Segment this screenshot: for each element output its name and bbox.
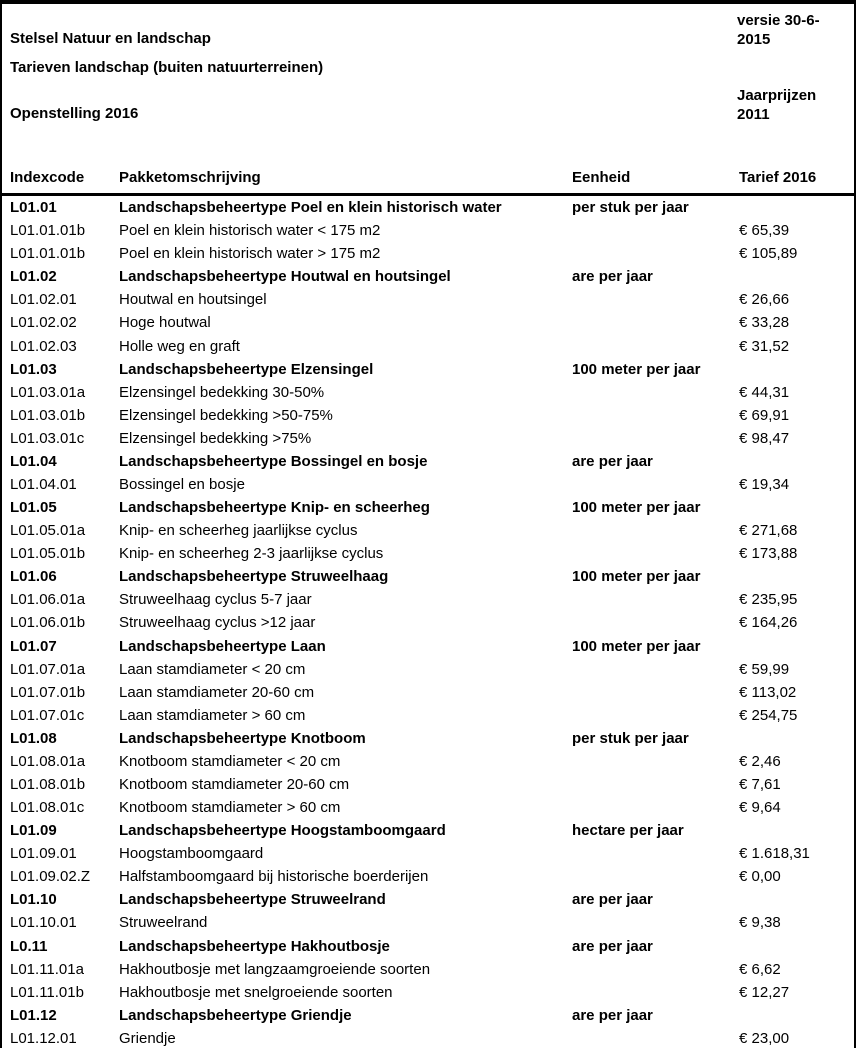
table-row <box>2 658 854 681</box>
table-row-section <box>2 496 854 519</box>
cell-indexcode: L01.12.01 <box>10 1029 77 1047</box>
cell-description: Halfstamboomgaard bij historische boerderijen <box>119 868 429 886</box>
cell-description: Hoge houtwal <box>119 314 211 332</box>
table-row <box>2 773 854 796</box>
table-row <box>2 588 854 611</box>
cell-description: Landschapsbeheertype Knip- en scheerheg <box>119 499 430 517</box>
cell-description: Landschapsbeheertype Elzensingel <box>119 360 374 378</box>
cell-indexcode: L01.01.01b <box>10 245 86 263</box>
table-row <box>2 311 854 334</box>
cell-eenheid: 100 meter per jaar <box>572 360 701 378</box>
cell-tarief: € 69,91 <box>739 406 790 424</box>
cell-tarief: € 1.618,31 <box>739 845 810 863</box>
cell-indexcode: L01.08.01b <box>10 775 86 793</box>
cell-tarief: € 0,00 <box>739 868 781 886</box>
table-row-section <box>2 1004 854 1027</box>
cell-tarief: € 7,61 <box>739 775 781 793</box>
cell-indexcode: L0.11 <box>10 937 48 955</box>
cell-indexcode: L01.08.01a <box>10 752 86 770</box>
cell-eenheid: are per jaar <box>572 937 653 955</box>
cell-indexcode: L01.02.02 <box>10 314 77 332</box>
cell-description: Struweelhaag cyclus 5-7 jaar <box>119 591 312 609</box>
cell-description: Landschapsbeheertype Poel en klein historisch water <box>119 199 502 217</box>
cell-description: Knotboom stamdiameter 20-60 cm <box>119 775 350 793</box>
table-row <box>2 611 854 634</box>
cell-tarief: € 164,26 <box>739 614 798 632</box>
cell-indexcode: L01.04.01 <box>10 475 77 493</box>
table-row-section <box>2 565 854 588</box>
table-row <box>2 473 854 496</box>
cell-indexcode: L01.12 <box>10 1006 57 1024</box>
cell-indexcode: L01.03 <box>10 360 57 378</box>
cell-description: Landschapsbeheertype Struweelhaag <box>119 568 389 586</box>
cell-indexcode: L01.11.01a <box>10 960 84 978</box>
column-header-pakketomschrijving: Pakketomschrijving <box>119 169 261 186</box>
cell-eenheid: are per jaar <box>572 1006 653 1024</box>
table-row <box>2 704 854 727</box>
table-row <box>2 519 854 542</box>
table-row-section <box>2 634 854 657</box>
cell-tarief: € 6,62 <box>739 960 781 978</box>
cell-description: Struweelhaag cyclus >12 jaar <box>119 614 316 632</box>
table-column-headers <box>2 169 854 186</box>
cell-tarief: € 65,39 <box>739 222 790 240</box>
cell-description: Laan stamdiameter > 60 cm <box>119 706 306 724</box>
cell-indexcode: L01.06.01a <box>10 591 86 609</box>
cell-indexcode: L01.07.01c <box>10 706 85 724</box>
cell-eenheid: 100 meter per jaar <box>572 568 701 586</box>
table-body <box>2 196 854 1048</box>
table-row <box>2 911 854 934</box>
cell-description: Landschapsbeheertype Laan <box>119 637 326 655</box>
cell-indexcode: L01.02.01 <box>10 291 77 309</box>
document-subtitle: Tarieven landschap (buiten natuurterreinen) <box>10 59 324 76</box>
cell-tarief: € 9,64 <box>739 799 781 817</box>
table-row <box>2 865 854 888</box>
table-row-section <box>2 265 854 288</box>
cell-tarief: € 173,88 <box>739 545 798 563</box>
cell-description: Bossingel en bosje <box>119 475 245 493</box>
cell-description: Elzensingel bedekking >75% <box>119 429 312 447</box>
cell-indexcode: L01.09.02.Z <box>10 868 91 886</box>
cell-tarief: € 235,95 <box>739 591 798 609</box>
cell-description: Landschapsbeheertype Hoogstamboomgaard <box>119 822 446 840</box>
table-row <box>2 427 854 450</box>
table-row <box>2 288 854 311</box>
cell-indexcode: L01.09 <box>10 822 57 840</box>
table-row-section <box>2 819 854 842</box>
cell-indexcode: L01.06.01b <box>10 614 86 632</box>
cell-tarief: € 33,28 <box>739 314 790 332</box>
cell-description: Elzensingel bedekking 30-50% <box>119 383 325 401</box>
table-row <box>2 796 854 819</box>
openstelling-label: Openstelling 2016 <box>10 105 139 122</box>
table-row-section <box>2 450 854 473</box>
cell-tarief: € 44,31 <box>739 383 790 401</box>
cell-indexcode: L01.05.01b <box>10 545 86 563</box>
cell-description: Holle weg en graft <box>119 337 240 355</box>
table-row <box>2 981 854 1004</box>
table-row <box>2 750 854 773</box>
table-row <box>2 958 854 981</box>
cell-eenheid: are per jaar <box>572 452 653 470</box>
cell-tarief: € 254,75 <box>739 706 798 724</box>
cell-indexcode: L01.08 <box>10 729 57 747</box>
cell-description: Landschapsbeheertype Struweelrand <box>119 891 386 909</box>
cell-eenheid: are per jaar <box>572 268 653 286</box>
cell-indexcode: L01.06 <box>10 568 57 586</box>
cell-indexcode: L01.07 <box>10 637 57 655</box>
cell-indexcode: L01.02.03 <box>10 337 77 355</box>
cell-indexcode: L01.05 <box>10 499 57 517</box>
table-row-section <box>2 727 854 750</box>
cell-description: Struweelrand <box>119 914 208 932</box>
cell-tarief: € 12,27 <box>739 983 790 1001</box>
cell-description: Landschapsbeheertype Hakhoutbosje <box>119 937 390 955</box>
column-header-eenheid: Eenheid <box>572 169 631 186</box>
cell-indexcode: L01.01.01b <box>10 222 86 240</box>
table-row <box>2 334 854 357</box>
cell-eenheid: 100 meter per jaar <box>572 637 701 655</box>
cell-description: Houtwal en houtsingel <box>119 291 267 309</box>
cell-eenheid: per stuk per jaar <box>572 199 689 217</box>
cell-tarief: € 98,47 <box>739 429 790 447</box>
cell-description: Knip- en scheerheg 2-3 jaarlijkse cyclus <box>119 545 384 563</box>
cell-tarief: € 9,38 <box>739 914 781 932</box>
cell-description: Hakhoutbosje met langzaamgroeiende soorten <box>119 960 431 978</box>
cell-description: Poel en klein historisch water > 175 m2 <box>119 245 381 263</box>
cell-description: Poel en klein historisch water < 175 m2 <box>119 222 381 240</box>
cell-tarief: € 105,89 <box>739 245 798 263</box>
cell-description: Laan stamdiameter < 20 cm <box>119 660 306 678</box>
table-row-section <box>2 196 854 219</box>
cell-description: Landschapsbeheertype Knotboom <box>119 729 366 747</box>
cell-eenheid: are per jaar <box>572 891 653 909</box>
cell-description: Landschapsbeheertype Houtwal en houtsingel <box>119 268 451 286</box>
table-row-section <box>2 358 854 381</box>
cell-indexcode: L01.08.01c <box>10 799 85 817</box>
cell-indexcode: L01.05.01a <box>10 522 86 540</box>
cell-indexcode: L01.04 <box>10 452 57 470</box>
cell-description: Laan stamdiameter 20-60 cm <box>119 683 315 701</box>
cell-tarief: € 26,66 <box>739 291 790 309</box>
cell-indexcode: L01.03.01b <box>10 406 86 424</box>
cell-tarief: € 113,02 <box>739 683 797 701</box>
cell-indexcode: L01.10.01 <box>10 914 77 932</box>
cell-eenheid: per stuk per jaar <box>572 729 689 747</box>
table-row <box>2 381 854 404</box>
cell-tarief: € 31,52 <box>739 337 790 355</box>
table-row <box>2 1027 854 1048</box>
cell-tarief: € 2,46 <box>739 752 781 770</box>
cell-indexcode: L01.07.01a <box>10 660 86 678</box>
cell-description: Knotboom stamdiameter < 20 cm <box>119 752 341 770</box>
table-row-section <box>2 935 854 958</box>
cell-indexcode: L01.07.01b <box>10 683 86 701</box>
cell-indexcode: L01.02 <box>10 268 57 286</box>
cell-tarief: € 19,34 <box>739 475 790 493</box>
table-row <box>2 842 854 865</box>
table-row <box>2 242 854 265</box>
cell-tarief: € 271,68 <box>739 522 798 540</box>
table-row <box>2 542 854 565</box>
table-row-section <box>2 888 854 911</box>
cell-indexcode: L01.01 <box>10 199 57 217</box>
column-header-tarief: Tarief 2016 <box>739 169 817 186</box>
table-row <box>2 404 854 427</box>
cell-description: Knip- en scheerheg jaarlijkse cyclus <box>119 522 358 540</box>
cell-description: Hakhoutbosje met snelgroeiende soorten <box>119 983 393 1001</box>
cell-description: Landschapsbeheertype Bossingel en bosje <box>119 452 428 470</box>
cell-eenheid: 100 meter per jaar <box>572 499 701 517</box>
cell-indexcode: L01.10 <box>10 891 57 909</box>
cell-description: Hoogstamboomgaard <box>119 845 264 863</box>
cell-description: Landschapsbeheertype Griendje <box>119 1006 352 1024</box>
cell-indexcode: L01.11.01b <box>10 983 84 1001</box>
cell-description: Elzensingel bedekking >50-75% <box>119 406 333 424</box>
column-header-indexcode: Indexcode <box>10 169 85 186</box>
table-row <box>2 681 854 704</box>
cell-description: Griendje <box>119 1029 176 1047</box>
table-row <box>2 219 854 242</box>
jaarprijzen-label: Jaarprijzen 2011 <box>737 87 817 123</box>
cell-indexcode: L01.03.01c <box>10 429 85 447</box>
document-title: Stelsel Natuur en landschap <box>10 30 211 47</box>
cell-tarief: € 23,00 <box>739 1029 790 1047</box>
cell-indexcode: L01.09.01 <box>10 845 77 863</box>
version-label: versie 30-6-2015 <box>737 12 820 48</box>
cell-indexcode: L01.03.01a <box>10 383 86 401</box>
cell-tarief: € 59,99 <box>739 660 790 678</box>
cell-eenheid: hectare per jaar <box>572 822 684 840</box>
cell-description: Knotboom stamdiameter > 60 cm <box>119 799 341 817</box>
